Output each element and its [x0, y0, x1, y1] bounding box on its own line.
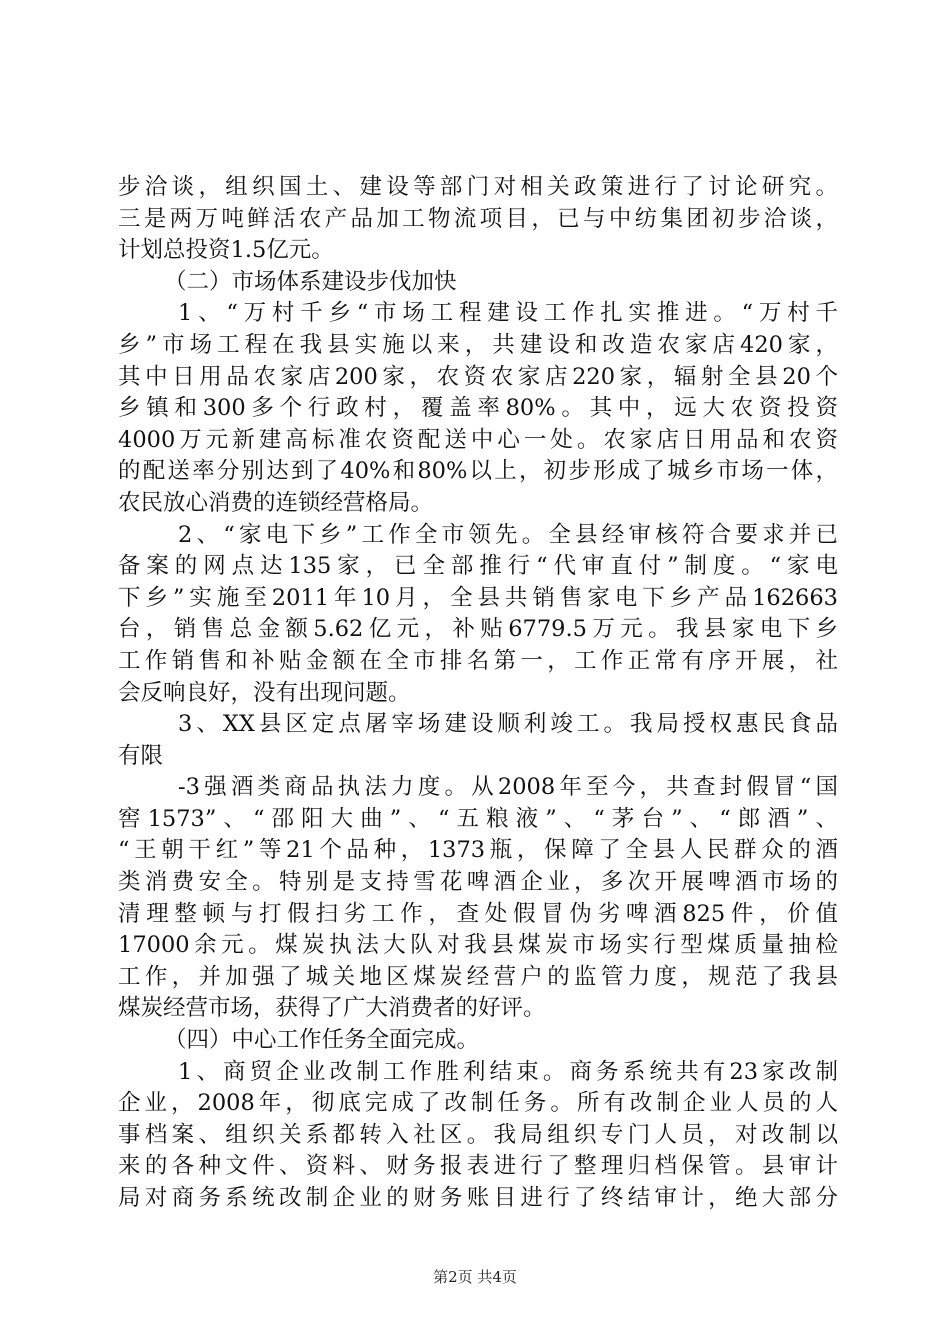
text-line: 2、“家电下乡”工作全市领先。全县经审核符合要求并已	[178, 521, 838, 548]
text-line: 乡”市场工程在我县实施以来，共建设和改造农家店420家，	[118, 331, 838, 358]
text-line: 的配送率分别达到了40%和80%以上，初步形成了城乡市场一体，	[118, 458, 838, 485]
text-line: 工作，并加强了城关地区煤炭经营户的监管力度，规范了我县	[118, 963, 838, 990]
text-line: 乡镇和300多个行政村，覆盖率80%。其中，远大农资投资	[118, 395, 838, 422]
text-line: 会反响良好，没有出现问题。	[118, 679, 411, 706]
text-line: 事档案、组织关系都转入社区。我局组织专门人员，对改制以	[118, 1121, 838, 1148]
text-line: 类消费安全。特别是支持雪花啤酒企业，多次开展啤酒市场的	[118, 869, 838, 896]
text-line: 4000万元新建高标准农资配送中心一处。农家店日用品和农资	[118, 426, 838, 453]
text-line: 1、“万村千乡“市场工程建设工作扎实推进。“万村千	[178, 300, 838, 327]
text-line: 来的各种文件、资料、财务报表进行了整理归档保管。县审计	[118, 1153, 838, 1180]
text-line: 清理整顿与打假扫劣工作，查处假冒伪劣啤酒825件，价值	[118, 900, 838, 927]
text-line: 其中日用品农家店200家，农资农家店220家，辐射全县20个	[118, 363, 838, 390]
text-line: 3、XX县区定点屠宰场建设顺利竣工。我局授权惠民食品	[178, 711, 838, 738]
text-line: 下乡”实施至2011年10月，全县共销售家电下乡产品162663	[118, 584, 838, 611]
text-line: 17000余元。煤炭执法大队对我县煤炭市场实行型煤质量抽检	[118, 932, 838, 959]
text-line: 计划总投资1.5亿元。	[118, 237, 334, 264]
text-line: “王朝干红”等21个品种，1373瓶，保障了全县人民群众的酒	[118, 837, 838, 864]
text-line: 煤炭经营市场，获得了广大消费者的好评。	[118, 995, 546, 1022]
text-line: （二）市场体系建设步伐加快	[164, 268, 457, 295]
text-line: 有限	[118, 742, 164, 769]
text-line: 局对商务系统改制企业的财务账目进行了终结审计，绝大部分	[118, 1185, 838, 1211]
text-line: 1、商贸企业改制工作胜利结束。商务系统共有23家改制	[178, 1058, 838, 1085]
text-line: 农民放心消费的连锁经营格局。	[118, 489, 434, 516]
text-line: 步洽谈，组织国土、建设等部门对相关政策进行了讨论研究。	[118, 174, 838, 200]
page-footer: 第2页 共4页	[433, 1268, 517, 1286]
text-line: 工作销售和补贴金额在全市排名第一，工作正常有序开展，社	[118, 647, 838, 674]
text-line: 三是两万吨鲜活农产品加工物流项目，已与中纺集团初步洽谈，	[118, 205, 838, 232]
text-line: 备案的网点达135家，已全部推行“代审直付”制度。“家电	[118, 553, 838, 580]
text-line: （四）中心工作任务全面完成。	[164, 1027, 480, 1054]
text-line: -3强酒类商品执法力度。从2008年至今，共查封假冒“国	[178, 774, 838, 801]
document-body	[118, 172, 838, 1215]
text-line: 企业，2008年，彻底完成了改制任务。所有改制企业人员的人	[118, 1090, 838, 1117]
text-line: 窖1573”、“邵阳大曲”、“五粮液”、“茅台”、“郎酒”、	[118, 805, 838, 832]
text-line: 台，销售总金额5.62亿元，补贴6779.5万元。我县家电下乡	[118, 616, 838, 643]
